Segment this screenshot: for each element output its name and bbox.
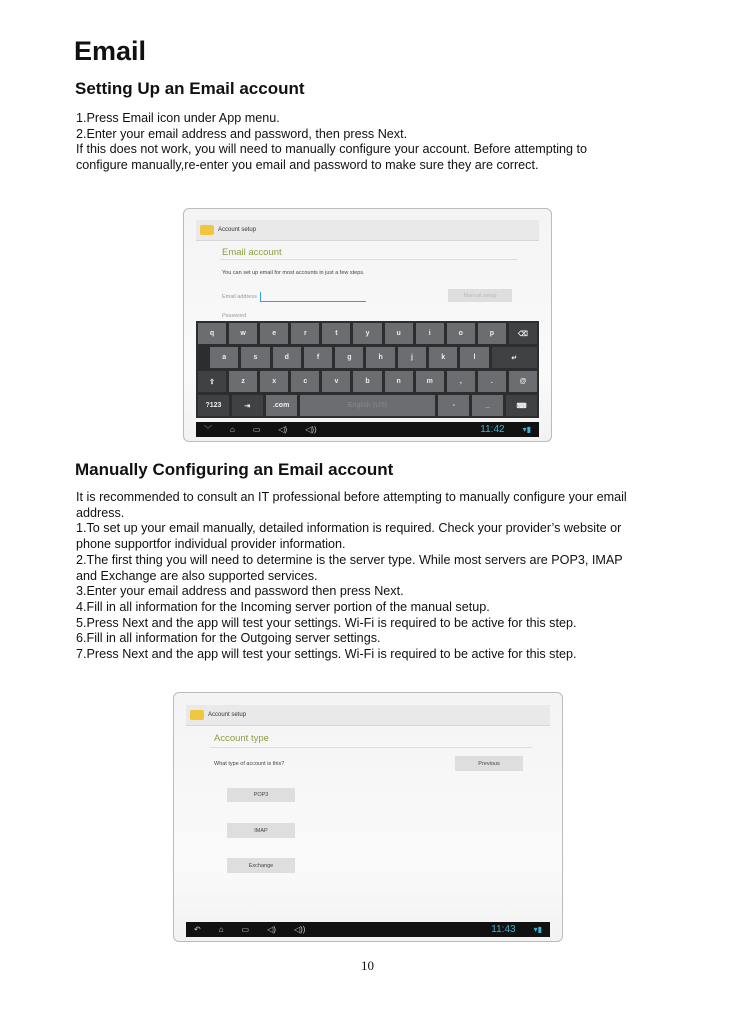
- key[interactable]: c: [291, 371, 319, 392]
- home-icon[interactable]: ⌂: [230, 425, 235, 434]
- key[interactable]: b: [353, 371, 381, 392]
- page-title: Email: [74, 36, 147, 66]
- key[interactable]: ,: [447, 371, 475, 392]
- key[interactable]: e: [260, 323, 288, 344]
- wifi-battery-icon: ▾▮: [533, 925, 542, 934]
- pop3-button[interactable]: POP3: [227, 788, 295, 802]
- symbols-key[interactable]: ?123: [198, 395, 229, 416]
- question-text: What type of account is this?: [214, 761, 285, 767]
- manual-setup-button[interactable]: Manual setup: [448, 289, 512, 302]
- section-heading-setup: Setting Up an Email account: [75, 79, 305, 98]
- manual-instructions: [76, 490, 676, 663]
- text-line: 2.The first thing you will need to determine is the server type. While most servers are POP3, IMAP: [76, 552, 623, 567]
- divider: [210, 747, 532, 748]
- status-clock: 11:43: [491, 924, 516, 935]
- text-line: 3.Enter your email address and password then press Next.: [76, 584, 404, 599]
- volume-up-icon[interactable]: ◁)): [305, 425, 317, 434]
- soft-keyboard: [196, 321, 539, 418]
- key[interactable]: q: [198, 323, 226, 344]
- text-line: configure manually,re-enter you email and password to make sure they are correct.: [76, 158, 539, 173]
- key[interactable]: @: [509, 371, 537, 392]
- section-heading-manual: Manually Configuring an Email account: [75, 460, 394, 479]
- key[interactable]: g: [335, 347, 363, 368]
- hide-keyboard-icon[interactable]: ﹀: [204, 425, 212, 434]
- key[interactable]: h: [366, 347, 394, 368]
- imap-button[interactable]: IMAP: [227, 823, 295, 838]
- screen-title: Account type: [214, 733, 269, 744]
- home-icon[interactable]: ⌂: [218, 925, 224, 934]
- back-icon[interactable]: ↶: [194, 925, 201, 934]
- email-app-icon: [190, 710, 204, 720]
- volume-down-icon[interactable]: ◁): [278, 425, 288, 434]
- action-bar: [196, 220, 539, 241]
- status-clock: 11:42: [480, 424, 505, 435]
- key[interactable]: -: [438, 395, 469, 416]
- text-line: 2.Enter your email address and password, then press Next.: [76, 126, 408, 141]
- key[interactable]: f: [304, 347, 332, 368]
- volume-up-icon[interactable]: ◁)): [293, 925, 306, 934]
- key[interactable]: x: [260, 371, 288, 392]
- key[interactable]: w: [229, 323, 257, 344]
- action-bar-title: Account setup: [218, 227, 257, 233]
- tab-key[interactable]: ⇥: [232, 395, 263, 416]
- screenshot-account-type: [173, 692, 563, 942]
- key[interactable]: s: [241, 347, 269, 368]
- key[interactable]: y: [353, 323, 381, 344]
- screenshot-email-account: [183, 208, 552, 442]
- enter-key[interactable]: ↵: [492, 347, 537, 368]
- key[interactable]: d: [273, 347, 301, 368]
- key[interactable]: l: [460, 347, 488, 368]
- key[interactable]: j: [398, 347, 426, 368]
- action-bar: [186, 705, 550, 726]
- keyboard-settings-key[interactable]: ⌨: [506, 395, 537, 416]
- text-line: 7.Press Next and the app will test your settings. Wi-Fi is required to be active for this step.: [76, 647, 577, 662]
- system-nav-bar: [186, 922, 550, 937]
- screen-title: Email account: [222, 247, 282, 258]
- text-line: 1.To set up your email manually, detailed information is required. Check your provider’s website or: [76, 521, 622, 536]
- shift-key[interactable]: ⇧: [198, 371, 226, 392]
- key[interactable]: a: [210, 347, 238, 368]
- key[interactable]: m: [416, 371, 444, 392]
- email-app-icon: [200, 225, 214, 235]
- backspace-key[interactable]: ⌫: [509, 323, 537, 344]
- space-key[interactable]: English (US): [300, 395, 436, 416]
- intro-text: You can set up email for most accounts in just a few steps.: [222, 270, 365, 276]
- recent-apps-icon[interactable]: ▭: [252, 425, 261, 434]
- key[interactable]: v: [322, 371, 350, 392]
- text-line: 1.Press Email icon under App menu.: [76, 111, 280, 125]
- key[interactable]: u: [385, 323, 413, 344]
- key[interactable]: .: [478, 371, 506, 392]
- email-label: Email address: [222, 294, 257, 300]
- system-nav-bar: [196, 422, 539, 437]
- password-label: Password: [222, 313, 247, 319]
- text-line: 4.Fill in all information for the Incoming server portion of the manual setup.: [76, 599, 490, 614]
- recent-apps-icon[interactable]: ▭: [241, 925, 250, 934]
- key[interactable]: t: [322, 323, 350, 344]
- key[interactable]: _: [472, 395, 503, 416]
- text-line: If this does not work, you will need to manually configure your account. Before attempting to: [76, 142, 588, 157]
- key[interactable]: i: [416, 323, 444, 344]
- email-input[interactable]: [260, 292, 366, 302]
- exchange-button[interactable]: Exchange: [227, 858, 295, 873]
- previous-button[interactable]: Previous: [455, 756, 523, 771]
- divider: [220, 259, 517, 260]
- key[interactable]: k: [429, 347, 457, 368]
- text-line: address.: [76, 505, 125, 520]
- text-line: and Exchange are also supported services.: [76, 568, 318, 583]
- action-bar-title: Account setup: [208, 712, 247, 718]
- text-line: It is recommended to consult an IT professional before attempting to manually configure your email: [76, 490, 627, 504]
- setup-instructions: [76, 111, 676, 174]
- key[interactable]: z: [229, 371, 257, 392]
- volume-down-icon[interactable]: ◁): [267, 925, 276, 934]
- wifi-battery-icon: ▾▮: [522, 425, 531, 434]
- text-line: phone supportfor individual provider information.: [76, 537, 346, 552]
- key[interactable]: p: [478, 323, 506, 344]
- dotcom-key[interactable]: .com: [266, 395, 297, 416]
- key[interactable]: n: [385, 371, 413, 392]
- page-number: 10: [361, 958, 374, 973]
- key[interactable]: o: [447, 323, 475, 344]
- key[interactable]: r: [291, 323, 319, 344]
- text-line: 6.Fill in all information for the Outgoing server settings.: [76, 631, 381, 646]
- text-line: 5.Press Next and the app will test your settings. Wi-Fi is required to be active for this step.: [76, 615, 577, 630]
